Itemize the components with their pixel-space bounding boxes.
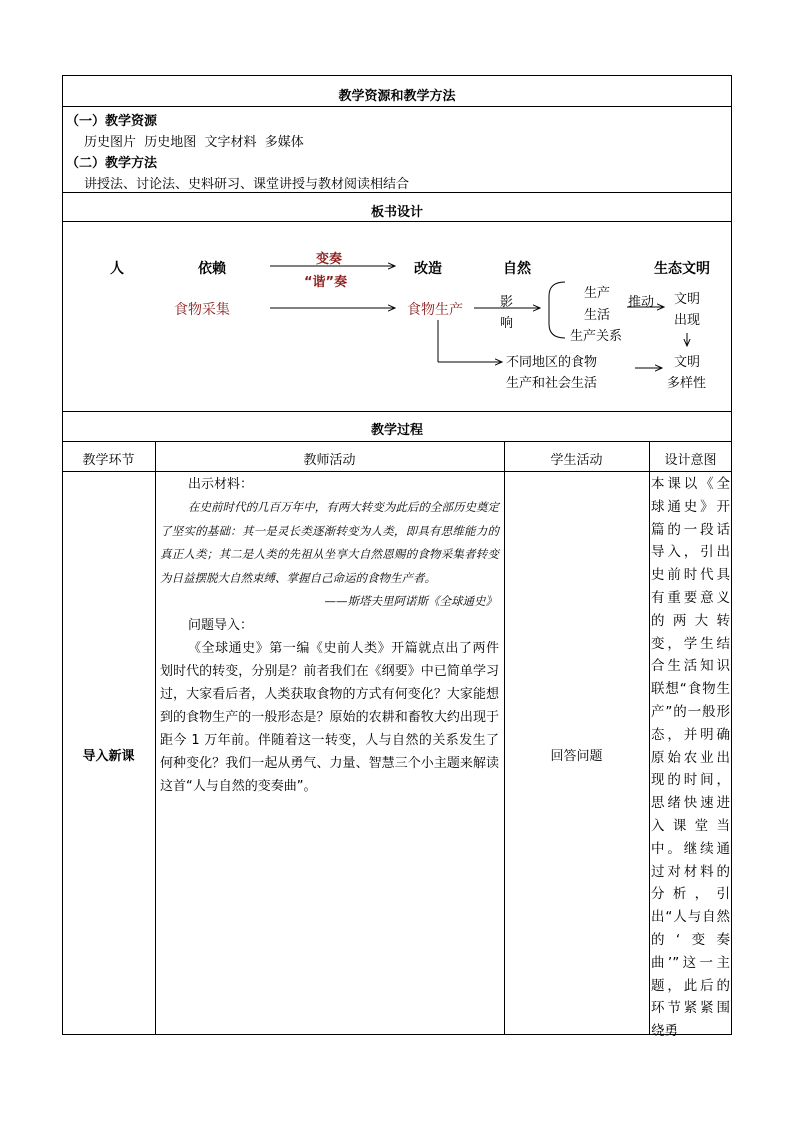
divider bbox=[62, 471, 732, 472]
board-bianzou: 变奏 bbox=[316, 252, 343, 267]
teacher-activity bbox=[160, 473, 499, 798]
board-xiezou: “谐”奏 bbox=[304, 275, 348, 290]
question-intro: 问题导入： bbox=[188, 617, 254, 633]
brace bbox=[549, 282, 565, 338]
board-ziran: 自然 bbox=[503, 261, 531, 277]
board-gaizao: 改造 bbox=[414, 261, 442, 277]
quote-text: 在史前时代的几百万年中，有两大转变为此后的全部历史奠定了坚实的基础：其一是灵长类逐渐转变为人类，即具有思维能力的真正人类；其二是人类的先祖从坐享大自然恩赐的食物采集者转变为日益摆脱大自然束缚、掌握自己命运的食物生产者。 bbox=[160, 500, 499, 585]
board-caiji: 食物采集 bbox=[174, 302, 230, 318]
resources-heading: （一）教学资源 bbox=[66, 114, 158, 129]
board-duoyang: 多样性 bbox=[667, 376, 707, 391]
divider bbox=[62, 441, 732, 442]
board-s-shengchan: 生产 bbox=[584, 286, 611, 301]
col-divider bbox=[504, 441, 505, 1035]
methods-items: 讲授法、讨论法、史料研习、课堂讲授与教材阅读相结合 bbox=[84, 177, 410, 192]
design-intent: 本课以《全球通史》开篇的一段话导入，引出史前时代具有重要意义的两大转变，学生结合生活知识联想“食物生产”的一般形态，并明确原始农业出现的时间，思绪快速进入课堂当中。继续通过对材料的分析，引出“人与自然的‘变奏曲’”这一主题，此后的环节紧紧围绕勇 bbox=[651, 476, 730, 1040]
process-title: 教学过程 bbox=[370, 423, 423, 438]
board-diagram bbox=[62, 222, 732, 412]
board-ren: 人 bbox=[110, 261, 124, 277]
show-material: 出示材料： bbox=[188, 477, 254, 492]
question-text: 《全球通史》第一编《史前人类》开篇就点出了两件划时代的转变，分别是？前者我们在《纲要》中已简单学习过，大家看后者，人类获取食物的方式有何变化？大家能想到的食物生产的一般形态是？原始的农耕和畜牧大约出现于距今 1 万年前。伴随着这一转变，人与自然的关系发生了何种变化？我们一起从勇气、力量、智慧三个小主题来解读这首“人与自然的变奏曲”。 bbox=[160, 640, 499, 794]
board-s-guanxi: 生产关系 bbox=[570, 329, 623, 344]
resources-items: 历史图片 历史地图 文字材料 多媒体 bbox=[84, 135, 304, 150]
header-stage: 教学环节 bbox=[82, 453, 135, 468]
col-divider bbox=[649, 441, 650, 1035]
board-title: 板书设计 bbox=[370, 205, 423, 220]
methods-heading: （二）教学方法 bbox=[66, 156, 158, 171]
header-teacher: 教师活动 bbox=[303, 453, 356, 468]
board-shengtai: 生态文明 bbox=[654, 261, 710, 277]
board-wenming-2: 文明 bbox=[674, 355, 701, 370]
board-butong-1: 不同地区的食物 bbox=[506, 355, 598, 370]
board-s-shenghuo: 生活 bbox=[584, 308, 611, 323]
board-shengchan: 食物生产 bbox=[407, 302, 463, 318]
header-student: 学生活动 bbox=[550, 453, 603, 468]
student-activity: 回答问题 bbox=[550, 749, 603, 764]
board-yilai: 依赖 bbox=[198, 261, 226, 277]
board-tuidong: 推动 bbox=[628, 295, 655, 310]
board-chuxian: 出现 bbox=[674, 313, 701, 328]
board-wenming-1: 文明 bbox=[674, 292, 701, 307]
board-butong-2: 生产和社会生活 bbox=[506, 376, 598, 391]
board-ying: 影 bbox=[500, 295, 514, 310]
resources-title: 教学资源和教学方法 bbox=[338, 89, 456, 104]
divider bbox=[62, 106, 732, 107]
header-intent: 设计意图 bbox=[664, 453, 717, 468]
col-divider bbox=[155, 441, 156, 1035]
stage-label: 导入新课 bbox=[82, 749, 135, 764]
board-xiang: 响 bbox=[500, 316, 514, 331]
quote-source: ——斯塔夫里阿诺斯《全球通史》 bbox=[324, 594, 497, 608]
